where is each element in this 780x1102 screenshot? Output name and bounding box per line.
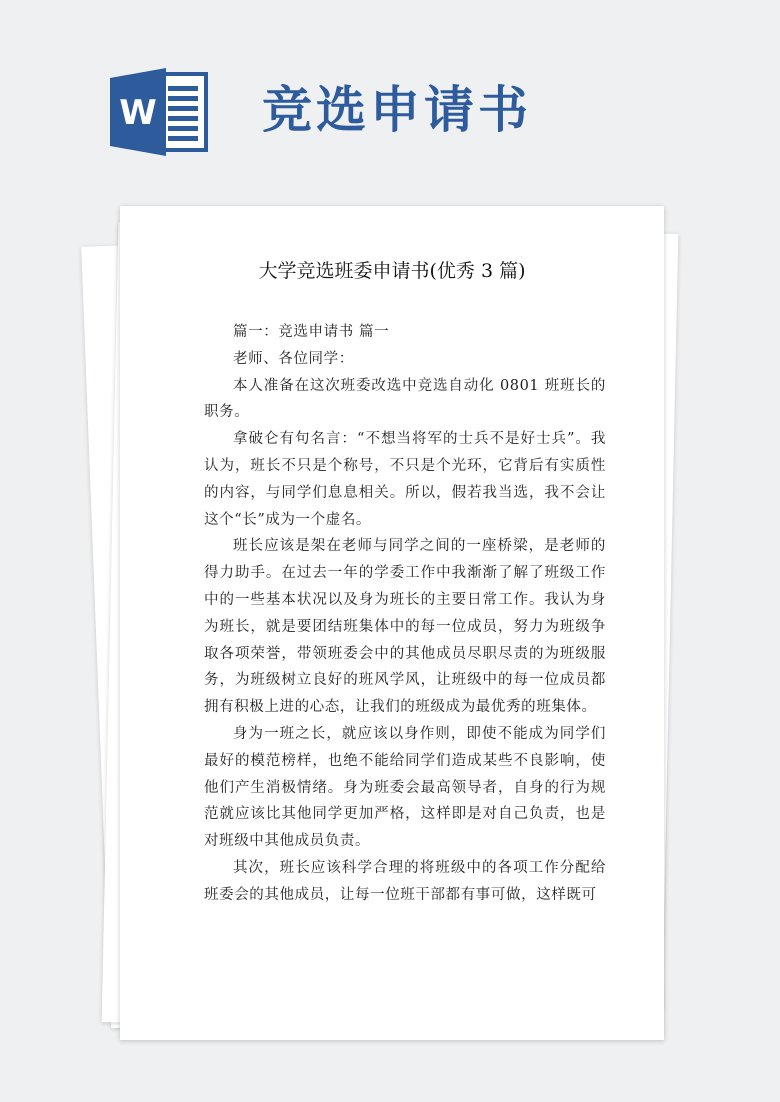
word-icon-letter: W xyxy=(119,93,157,133)
paragraph: 拿破仑有句名言：“不想当将军的士兵不是好士兵”。我认为，班长不只是个称号，不只是个光环，它背后有实质性的内容，与同学们息息相关。所以，假若我当选，我不会让这个“长”成为一个虚名。 xyxy=(204,431,606,528)
document-title: 大学竞选班委申请书(优秀 3 篇) xyxy=(258,260,526,282)
document-page xyxy=(120,206,664,1040)
word-icon xyxy=(110,68,210,156)
document-body xyxy=(204,319,606,909)
paragraph: 身为一班之长，就应该以身作则，即使不能成为同学们最好的模范榜样，也绝不能给同学们造成某些不良影响，使他们产生消极情绪。身为班委会最高领导者，自身的行为规范就应该比其他同学更加严格，这样即是对自己负责，也是对班级中其他成员负责。 xyxy=(204,725,606,850)
paragraph: 其次，班长应该科学合理的将班级中的各项工作分配给班委会的其他成员，让每一位班干部都有事可做，这样既可 xyxy=(204,859,606,903)
header xyxy=(0,0,780,200)
paragraph: 篇一：竞选申请书 篇一 xyxy=(233,324,390,340)
paragraph: 老师、各位同学： xyxy=(233,350,354,367)
paragraph: 本人准备在这次班委改选中竞选自动化 0801 班班长的职务。 xyxy=(204,377,606,421)
header-title: 竞选申请书 xyxy=(262,81,532,139)
paragraph: 班长应该是架在老师与同学之间的一座桥梁，是老师的得力助手。在过去一年的学委工作中我渐渐了解了班级工作中的一些基本状况以及身为班长的主要日常工作。我认为身为班长，就是要团结班集体中的每一位成员，努力为班级争取各项荣誉，带领班委会中的其他成员尽职尽责的为班级服务，为班级树立良好的班风学风，让班级中的每一位成员都拥有积极上进的心态，让我们的班级成为最优秀的班集体。 xyxy=(204,538,606,716)
